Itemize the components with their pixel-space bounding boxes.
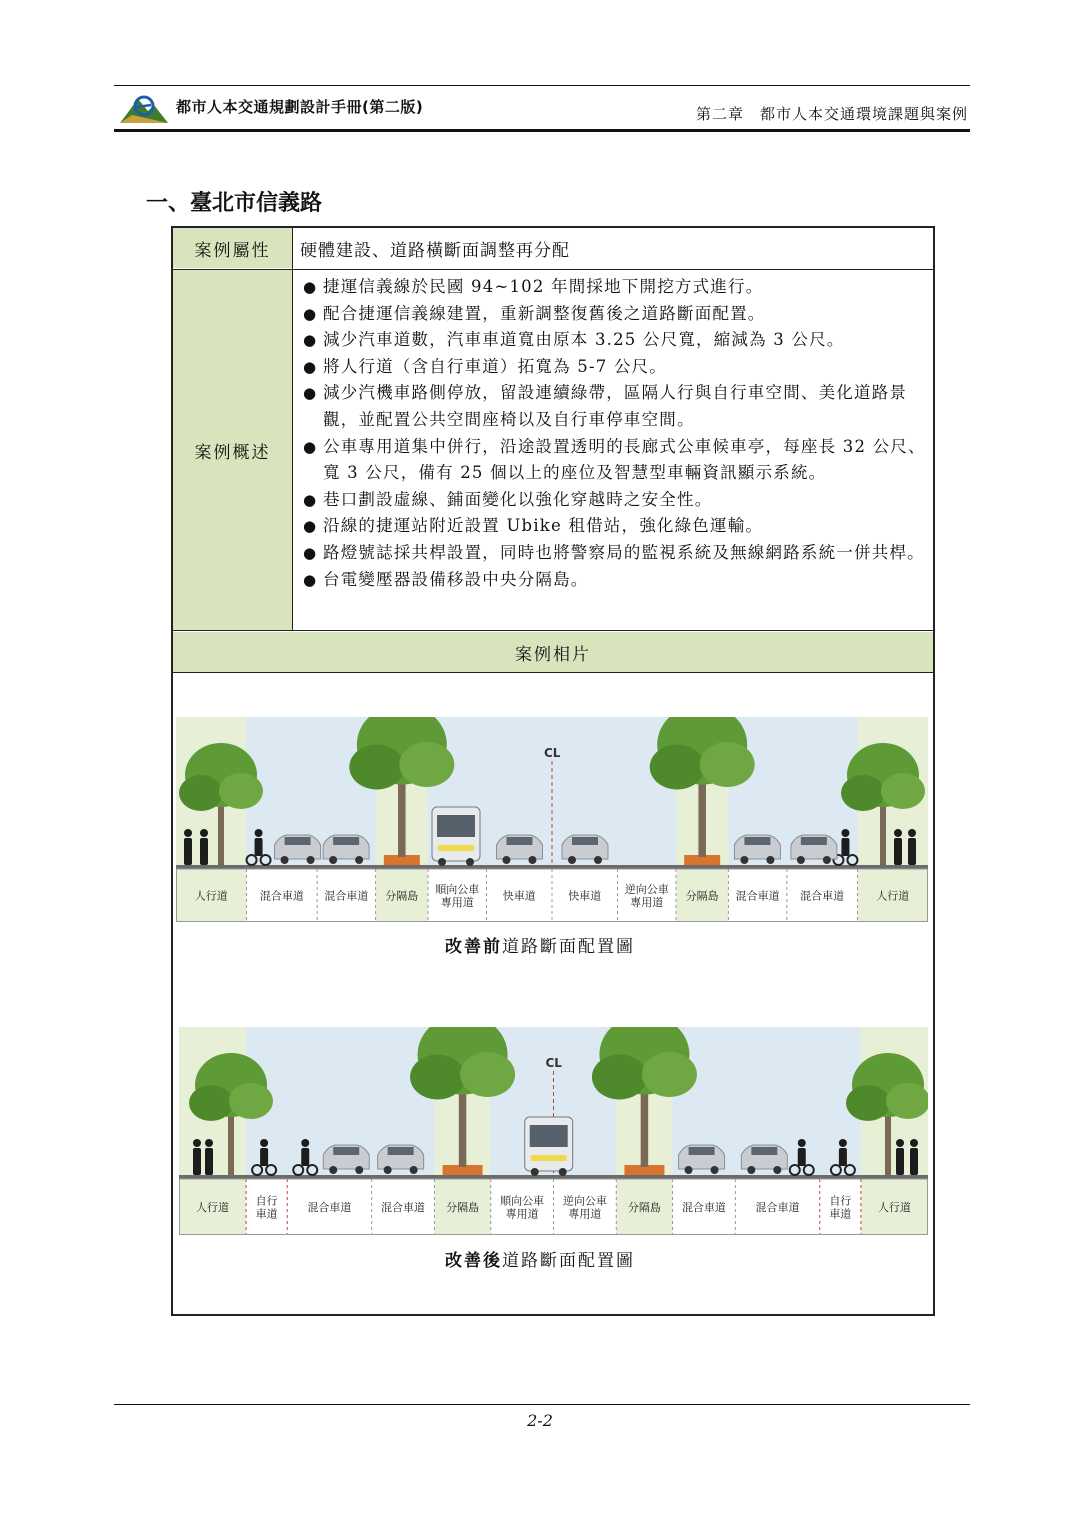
overview-item: ● 台電變壓器設備移設中央分隔島。 [303, 567, 929, 594]
pedestrian-head [908, 829, 916, 837]
lane-label: 混合車道 [324, 889, 369, 903]
bus-window [437, 815, 475, 837]
lane-label: 快車道 [568, 889, 602, 903]
rider-body [255, 838, 263, 856]
rider-head [839, 1139, 847, 1147]
header-bottom-rule [114, 129, 970, 132]
rider-body [798, 1148, 806, 1166]
lane-label: 自行 [255, 1194, 278, 1208]
caption-before [0, 932, 1080, 957]
centre-line-label: CL [545, 1056, 562, 1070]
attr-label-cell: 案例屬性 [173, 228, 292, 268]
centre-line-label: CL [544, 746, 561, 760]
pedestrian-head [200, 829, 208, 837]
pedestrian-body [910, 1148, 918, 1175]
lane-label: 人行道 [194, 889, 228, 903]
lane-label: 混合車道 [259, 889, 304, 903]
table-divider-row2 [173, 630, 933, 631]
lane-label: 混合車道 [800, 889, 845, 903]
lane-label: 車道 [829, 1207, 852, 1221]
overview-item: ● 捷運信義線於民國 94~102 年間採地下開挖方式進行。 [303, 274, 929, 301]
car-wheel [740, 856, 748, 864]
car-wheel [773, 1166, 781, 1174]
cross-section-after-diagram [179, 1027, 928, 1235]
car-wheel [797, 856, 805, 864]
caption-after [0, 1246, 1080, 1271]
photo-header-cell: 案例相片 [173, 632, 933, 672]
pedestrian-body [193, 1148, 201, 1175]
pedestrian-head [193, 1139, 201, 1147]
footer-rule [114, 1404, 970, 1405]
tree-canopy [650, 745, 705, 790]
bus-wheel [559, 1168, 567, 1176]
page-number: 2-2 [527, 1411, 553, 1430]
bus-wheel [466, 858, 474, 866]
car-wheel [329, 1166, 337, 1174]
lane-label: 分隔島 [627, 1201, 661, 1214]
caption-before-bold: 改善前 [445, 937, 502, 957]
cross-section-before-diagram [176, 717, 928, 922]
lane-label: 混合車道 [681, 1201, 726, 1214]
overview-label-cell: 案例概述 [173, 270, 292, 630]
lane-label: 自行 [829, 1194, 852, 1208]
lane-label: 分隔島 [446, 1201, 480, 1214]
caption-after-rest: 道路斷面配置圖 [502, 1251, 635, 1271]
overview-item: ● 減少汽車道數，汽車車道寬由原本 3.25 公尺寬，縮減為 3 公尺。 [303, 327, 929, 354]
car-wheel [502, 856, 510, 864]
lane-label: 快車道 [502, 889, 536, 903]
overview-list [303, 274, 929, 593]
overview-item: ● 減少汽機車路側停放，留設連續綠帶，區隔人行與自行車空間、美化道路景觀，並配置公共空間座椅以及自行車停車空間。 [303, 380, 929, 433]
overview-item: ● 路燈號誌採共桿設置，同時也將警察局的監視系統及無線網路系統一併共桿。 [303, 540, 929, 567]
car-window [572, 837, 598, 845]
car-wheel [307, 856, 315, 864]
header-manual-title: 都市人本交通規劃設計手冊(第二版) [176, 98, 424, 116]
rider-head [841, 829, 849, 837]
tree-canopy [410, 1055, 465, 1100]
bus-panel [531, 1155, 567, 1161]
lane-label: 混合車道 [735, 889, 780, 903]
bus-wheel [438, 858, 446, 866]
overview-item: ● 公車專用道集中併行，沿途設置透明的長廊式公車候車亭，每座長 32 公尺、寬 3 公尺，備有 25 個以上的座位及智慧型車輛資訊顯示系統。 [303, 434, 929, 487]
road-surface [176, 865, 928, 869]
lane-label: 混合車道 [381, 1201, 426, 1214]
lane-label: 分隔島 [685, 889, 719, 903]
car-wheel [281, 856, 289, 864]
tree-canopy [349, 745, 404, 790]
car-window [333, 1147, 359, 1155]
manual-logo-icon [118, 89, 170, 125]
car-wheel [711, 1166, 719, 1174]
section-title: 一、臺北市信義路 [146, 191, 323, 216]
overview-item: ● 配合捷運信義線建置，重新調整復舊後之道路斷面配置。 [303, 301, 929, 328]
tree-canopy [219, 773, 263, 809]
rider-body [841, 838, 849, 856]
tree-canopy [179, 775, 223, 811]
pedestrian-head [910, 1139, 918, 1147]
caption-after-bold: 改善後 [445, 1251, 502, 1271]
pedestrian-body [894, 838, 902, 865]
tree-canopy [886, 1083, 928, 1119]
pedestrian-body [205, 1148, 213, 1175]
pedestrian-head [205, 1139, 213, 1147]
header-top-rule [114, 85, 970, 86]
tree-canopy [592, 1055, 647, 1100]
lane-label: 專用道 [630, 896, 664, 909]
car-window [506, 837, 532, 845]
tree-canopy [642, 1052, 697, 1097]
car-wheel [410, 1166, 418, 1174]
tree-canopy [189, 1085, 233, 1121]
pedestrian-body [184, 838, 192, 865]
car-wheel [528, 856, 536, 864]
tree-canopy [700, 742, 755, 787]
car-wheel [594, 856, 602, 864]
road-surface [179, 1175, 928, 1179]
table-divider-row1 [173, 269, 933, 270]
car-window [333, 837, 359, 845]
lane-label: 逆向公車 [624, 883, 669, 896]
car-wheel [384, 1166, 392, 1174]
lane-label: 逆向公車 [562, 1194, 607, 1208]
rider-head [260, 1139, 268, 1147]
lane-label: 順向公車 [500, 1194, 545, 1208]
header-chapter-title: 第二章 都市人本交通環境課題與案例 [695, 105, 968, 123]
car-wheel [823, 856, 831, 864]
car-wheel [766, 856, 774, 864]
car-window [751, 1147, 777, 1155]
tree-canopy [841, 775, 885, 811]
overview-item: ● 將人行道（含自行車道）拓寬為 5-7 公尺。 [303, 354, 929, 381]
lane-label: 人行道 [877, 1201, 911, 1214]
tree-canopy [846, 1085, 890, 1121]
rider-body [301, 1148, 309, 1166]
caption-before-rest: 道路斷面配置圖 [502, 937, 635, 957]
car-wheel [685, 1166, 693, 1174]
car-wheel [355, 856, 363, 864]
overview-item: ● 沿線的捷運站附近設置 Ubike 租借站，強化綠色運輸。 [303, 513, 929, 540]
lane-label: 順向公車 [435, 883, 480, 896]
rider-head [798, 1139, 806, 1147]
tree-canopy [881, 773, 925, 809]
pedestrian-head [896, 1139, 904, 1147]
lane-label: 人行道 [876, 889, 910, 903]
rider-head [255, 829, 263, 837]
bus-window [530, 1125, 568, 1147]
pedestrian-body [200, 838, 208, 865]
car-wheel [568, 856, 576, 864]
lane-label: 分隔島 [385, 889, 419, 903]
car-window [744, 837, 770, 845]
pedestrian-head [894, 829, 902, 837]
lane-label: 人行道 [196, 1201, 230, 1214]
lane-label: 專用道 [568, 1207, 602, 1221]
rider-body [839, 1148, 847, 1166]
car-window [801, 837, 827, 845]
car-wheel [329, 856, 337, 864]
car-window [689, 1147, 715, 1155]
pedestrian-body [908, 838, 916, 865]
car-wheel [355, 1166, 363, 1174]
tree-canopy [460, 1052, 515, 1097]
overview-item: ● 巷口劃設虛線、鋪面變化以強化穿越時之安全性。 [303, 487, 929, 514]
car-window [285, 837, 311, 845]
lane-label: 車道 [255, 1207, 278, 1221]
pedestrian-head [184, 829, 192, 837]
tree-canopy [229, 1083, 273, 1119]
attr-value: 硬體建設、道路橫斷面調整再分配 [300, 241, 570, 261]
tree-canopy [399, 742, 454, 787]
bus-wheel [531, 1168, 539, 1176]
rider-body [260, 1148, 268, 1166]
pedestrian-body [896, 1148, 904, 1175]
lane-label: 混合車道 [755, 1201, 800, 1214]
lane-label: 混合車道 [307, 1201, 352, 1214]
table-divider-row3 [173, 672, 933, 673]
bus-panel [438, 845, 474, 851]
car-wheel [747, 1166, 755, 1174]
lane-label: 專用道 [440, 896, 474, 909]
table-divider-vertical [292, 228, 293, 630]
lane-label: 專用道 [505, 1207, 539, 1221]
car-window [388, 1147, 414, 1155]
rider-head [301, 1139, 309, 1147]
